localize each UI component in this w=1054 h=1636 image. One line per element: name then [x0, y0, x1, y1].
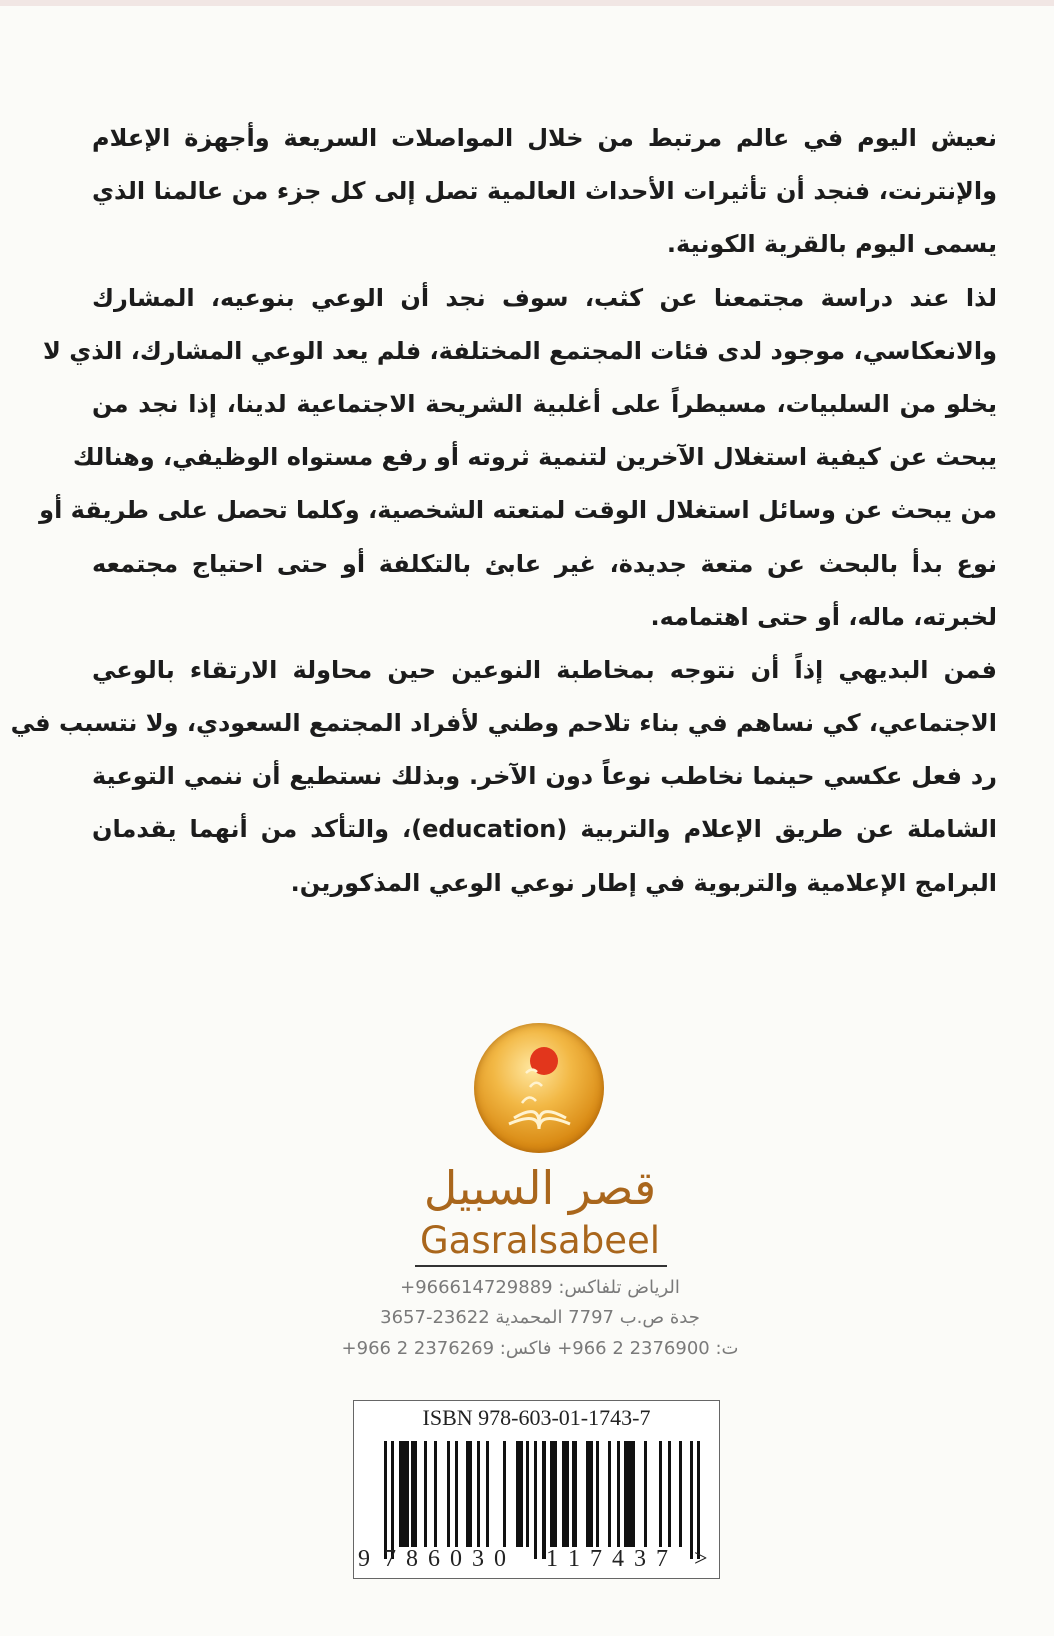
isbn-barcode: [353, 1400, 720, 1579]
barcode-digit: 7: [656, 1546, 668, 1572]
blurb-line: من يبحث عن وسائل استغلال الوقت لمتعته الشخصية، وكلما تحصل على طريقة أو: [39, 496, 997, 525]
barcode-bar: [562, 1441, 569, 1547]
barcode-digits: [354, 1546, 719, 1576]
barcode-bar: [411, 1441, 417, 1547]
barcode-bar: [550, 1441, 557, 1547]
barcode-bar: [503, 1441, 506, 1547]
barcode-digit: 1: [546, 1546, 558, 1572]
barcode-bar: [542, 1441, 546, 1559]
publisher-divider: [415, 1265, 667, 1267]
barcode-bar: [434, 1441, 437, 1547]
blurb-line: يسمى اليوم بالقرية الكونية.: [666, 230, 997, 259]
barcode-bar: [586, 1441, 593, 1547]
barcode-bar: [679, 1441, 682, 1547]
isbn-label: ISBN 978-603-01-1743-7: [422, 1405, 651, 1430]
barcode-bar: [516, 1441, 523, 1547]
blurb-line: لخبرته، ماله، أو حتى اهتمامه.: [650, 602, 997, 631]
publisher-name-english: Gasralsabeel: [419, 1219, 661, 1262]
barcode-digit: >: [694, 1546, 708, 1572]
barcode-digit: 7: [590, 1546, 602, 1572]
contact-phone-fax: ت: 2376900 2 966+ فاكس: 2376269 2 966+: [341, 1338, 739, 1359]
blurb-line: البرامج الإعلامية والتربوية في إطار نوعي الوعي المذكورين.: [290, 868, 997, 897]
barcode-digit: 0: [494, 1546, 506, 1572]
blurb-line: نوع بدأ بالبحث عن متعة جديدة، غير عابئ بالتكلفة أو حتى احتياج مجتمعه: [92, 549, 997, 578]
blurb-line: الاجتماعي، كي نساهم في بناء تلاحم وطني لأفراد المجتمع السعودي، ولا نتسبب في: [10, 709, 997, 738]
blurb-line: والانعكاسي، موجود لدى فئات المجتمع المختلفة، فلم يعد الوعي المشارك، الذي لا: [43, 336, 997, 365]
barcode-bar: [477, 1441, 480, 1547]
top-band: [0, 0, 1054, 6]
publisher-name-arabic: قصر السبيل: [423, 1161, 657, 1215]
barcode-bar: [659, 1441, 662, 1547]
barcode-bar: [384, 1441, 387, 1559]
barcode-digit: 4: [612, 1546, 624, 1572]
blurb-line: نعيش اليوم في عالم مرتبط من خلال المواصلات السريعة وأجهزة الإعلام: [92, 124, 997, 152]
barcode-bar: [526, 1441, 529, 1547]
contact-jeddah-po-box: جدة ص.ب 7797 المحمدية 23622-3657: [380, 1307, 700, 1328]
blurb-line: والإنترنت، فنجد أن تأثيرات الأحداث العالمية تصل إلى كل جزء من عالمنا الذي: [92, 177, 997, 206]
barcode-bar: [608, 1441, 611, 1547]
blurb-line: رد فعل عكسي حينما نخاطب نوعاً دون الآخر. وبذلك نستطيع أن ننمي التوعية: [92, 762, 997, 791]
barcode-digit: 7: [384, 1546, 396, 1572]
blurb-line: فمن البديهي إذاً أن نتوجه بمخاطبة النوعين حين محاولة الارتقاء بالوعي: [92, 655, 997, 684]
barcode-bar: [572, 1441, 577, 1547]
barcode-bar: [455, 1441, 458, 1547]
barcode-bar: [697, 1441, 700, 1559]
book-bird-sun-icon: [474, 1023, 604, 1153]
barcode-bar: [668, 1441, 671, 1547]
blurb-line: الشاملة عن طريق الإعلام والتربية (education)، والتأكد من أنهما يقدمان: [92, 815, 998, 844]
back-cover-blurb: [10, 112, 998, 910]
barcode-bar: [486, 1441, 489, 1547]
barcode-bar: [596, 1441, 599, 1547]
barcode-bar: [534, 1441, 537, 1559]
barcode-bar: [466, 1441, 472, 1547]
barcode-bar: [399, 1441, 409, 1547]
barcode-bar: [424, 1441, 427, 1547]
barcode-digit: 6: [428, 1546, 440, 1572]
barcode-bar: [391, 1441, 394, 1559]
barcode-digit: 1: [568, 1546, 580, 1572]
barcode-digit: 0: [450, 1546, 462, 1572]
barcode-digit: 3: [472, 1546, 484, 1572]
barcode-digit: 8: [406, 1546, 418, 1572]
contact-riyadh: الرياض تلفاكس: 966614729889+: [400, 1277, 680, 1298]
barcode-bar: [447, 1441, 450, 1547]
barcode-bar: [617, 1441, 620, 1547]
barcode-digit: 9: [358, 1546, 370, 1572]
barcode-bar: [644, 1441, 647, 1547]
blurb-line: يبحث عن كيفية استغلال الآخرين لتنمية ثروته أو رفع مستواه الوظيفي، وهنالك: [72, 443, 997, 472]
publisher-logo: [474, 1023, 604, 1153]
barcode-bar: [690, 1441, 693, 1559]
blurb-line: لذا عند دراسة مجتمعنا عن كثب، سوف نجد أن الوعي بنوعيه، المشارك: [92, 283, 997, 312]
blurb-line: يخلو من السلبيات، مسيطراً على أغلبية الشريحة الاجتماعية لدينا، إذا نجد من: [92, 389, 997, 418]
barcode-digit: 3: [634, 1546, 646, 1572]
barcode-bar: [624, 1441, 635, 1547]
